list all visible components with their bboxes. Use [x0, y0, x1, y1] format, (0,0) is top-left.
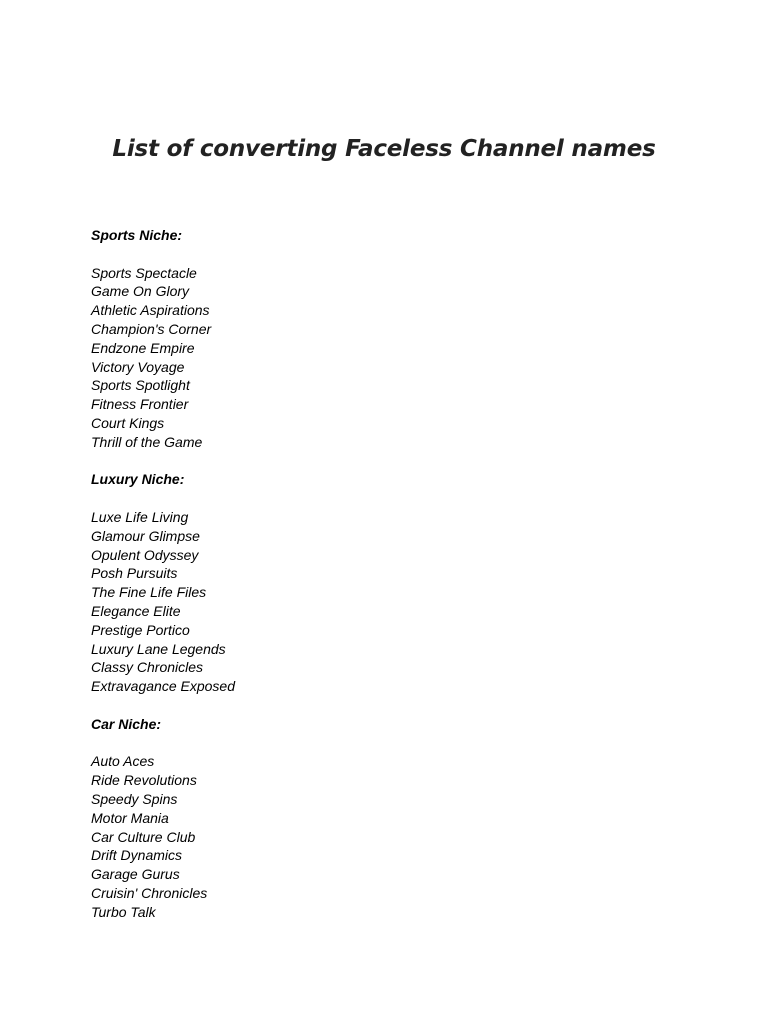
list-item: Turbo Talk	[91, 903, 156, 920]
section-car-niche	[91, 715, 691, 922]
section-heading: Sports Niche:	[91, 227, 183, 243]
list-item: Prestige Portico	[91, 621, 190, 638]
list-item: Elegance Elite	[91, 602, 181, 619]
channel-name-list	[91, 752, 691, 921]
list-item: Sports Spotlight	[91, 377, 190, 394]
list-item: Posh Pursuits	[91, 565, 178, 582]
list-item: Opulent Odyssey	[91, 546, 199, 563]
list-item: Athletic Aspirations	[91, 302, 210, 319]
list-item: Garage Gurus	[91, 866, 180, 883]
list-item: Endzone Empire	[91, 339, 195, 356]
list-item: Classy Chronicles	[91, 659, 204, 676]
list-item: Extravagance Exposed	[91, 678, 235, 695]
list-item: Court Kings	[91, 414, 165, 431]
list-item: Thrill of the Game	[91, 433, 203, 450]
channel-name-list	[91, 508, 691, 696]
section-sports-niche	[91, 226, 691, 452]
page-title: List of converting Faceless Channel names	[112, 136, 656, 163]
list-item: Speedy Spins	[91, 790, 178, 807]
list-item: Champion's Corner	[91, 320, 212, 337]
list-item: Motor Mania	[91, 809, 169, 826]
channel-name-list	[91, 264, 691, 452]
list-item: Auto Aces	[91, 753, 155, 770]
list-item: Luxe Life Living	[91, 508, 189, 525]
section-heading: Luxury Niche:	[91, 471, 185, 488]
list-item: Glamour Glimpse	[91, 527, 200, 544]
document-body	[91, 226, 691, 921]
section-luxury-niche	[91, 470, 691, 696]
list-item: Ride Revolutions	[91, 772, 197, 789]
list-item: Car Culture Club	[91, 828, 196, 845]
list-item: Victory Voyage	[91, 358, 185, 375]
list-item: Game On Glory	[91, 283, 190, 300]
list-item: Sports Spectacle	[91, 264, 197, 281]
list-item: Luxury Lane Legends	[91, 640, 226, 657]
section-heading: Car Niche:	[91, 715, 162, 732]
list-item: Drift Dynamics	[91, 847, 183, 864]
list-item: Fitness Frontier	[91, 396, 189, 413]
list-item: The Fine Life Files	[91, 584, 207, 601]
list-item: Cruisin' Chronicles	[91, 884, 208, 901]
